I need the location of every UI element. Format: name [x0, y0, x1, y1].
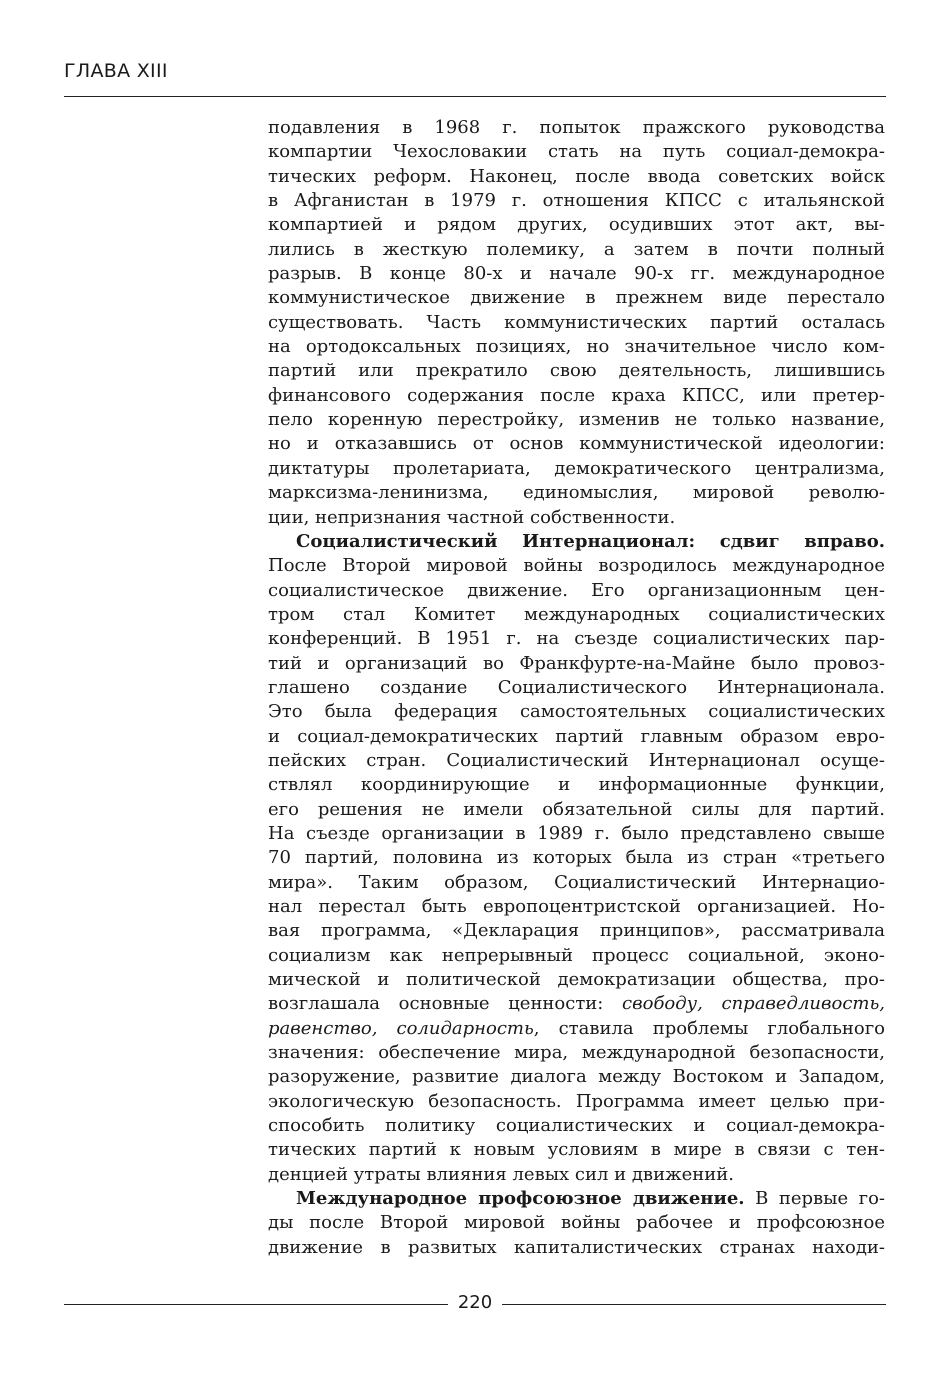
text-line: значения: обеспечение мира, международной безопасности,	[268, 1042, 885, 1064]
text-line: партий или прекратило свою деятельность, лишившись	[268, 360, 885, 382]
paragraph-3	[268, 1187, 885, 1260]
section-heading-socialist-international: Социалистический Интернационал: сдвиг вправо.	[296, 530, 885, 552]
text-line-heading-3	[268, 1187, 885, 1211]
text-line: на ортодоксальных позициях, но значительное число ком-	[268, 336, 885, 358]
text-line: компартии Чехословакии стать на путь социал-демокра-	[268, 141, 885, 163]
text-line: На съезде организации в 1989 г. было представлено свыше	[268, 822, 885, 844]
text-line: тических партий к новым условиям в мире в связи с тен-	[268, 1139, 885, 1161]
text-line: существовать. Часть коммунистических партий осталась	[268, 311, 885, 333]
section-heading-trade-union: Международное профсоюзное движение.	[296, 1188, 745, 1210]
text-line-values	[268, 992, 885, 1016]
footer-rule-right	[502, 1304, 886, 1305]
values-prefix: возглашала основные ценности:	[268, 993, 623, 1015]
page-number: 220	[457, 1292, 493, 1313]
text-line: тических реформ. Наконец, после ввода советских войск	[268, 165, 885, 187]
text-line: социалистическое движение. Его организационным цен-	[268, 579, 885, 601]
text-line: диктатуры пролетариата, демократического централизма,	[268, 457, 885, 479]
text-line: мира». Таким образом, Социалистический Интернацио-	[268, 871, 885, 893]
text-line: экологическую безопасность. Программа имеет целью при-	[268, 1090, 885, 1112]
body-text	[268, 116, 885, 1260]
text-line-values-2	[268, 1017, 885, 1041]
text-line: конференций. В 1951 г. на съезде социалистических пар-	[268, 628, 885, 650]
page-footer	[64, 1292, 886, 1316]
text-line: но и отказавшись от основ коммунистической идеологии:	[268, 433, 885, 455]
text-line: в Афганистан в 1979 г. отношения КПСС с итальянской	[268, 190, 885, 212]
text-line: компартией и рядом других, осудивших этот акт, вы-	[268, 214, 885, 236]
text-line: разоружение, развитие диалога между Востоком и Западом,	[268, 1066, 885, 1088]
heading-3-rest: В первые го-	[744, 1188, 886, 1210]
text-line: глашено создание Социалистического Интернационала.	[268, 676, 885, 698]
text-line: тром стал Комитет международных социалистических	[268, 603, 885, 625]
text-line: ствлял координирующие и информационные функции,	[268, 774, 885, 796]
text-line: способить политику социалистических и социал-демокра-	[268, 1115, 885, 1137]
text-line: ды после Второй мировой войны рабочее и профсоюзное	[268, 1212, 885, 1234]
text-line: 70 партий, половина из которых была из стран «третьего	[268, 847, 885, 869]
paragraph-2	[268, 530, 885, 1187]
text-line: финансового содержания после краха КПСС, или претер-	[268, 384, 885, 406]
text-line: денцией утраты влияния левых сил и движений.	[268, 1163, 734, 1185]
footer-rule-left	[64, 1304, 448, 1305]
text-line: марксизма-ленинизма, единомыслия, мировой револю-	[268, 482, 885, 504]
text-line: После Второй мировой войны возродилось международное	[268, 555, 885, 577]
text-line: пело коренную перестройку, изменив не только название,	[268, 409, 885, 431]
values-italic: свободу, справедливость,	[622, 993, 886, 1015]
values-italic-2: равенство, солидарность	[268, 1017, 534, 1039]
values-rest: , ставила проблемы глобального	[533, 1017, 886, 1039]
text-line: нал перестал быть европоцентристской организацией. Но-	[268, 896, 885, 917]
text-line: Это была федерация самостоятельных социалистических	[268, 701, 885, 723]
text-line: коммунистическое движение в прежнем виде перестало	[268, 287, 885, 309]
paragraph-1	[268, 116, 885, 530]
text-line: пейских стран. Социалистический Интернационал осуще-	[268, 749, 885, 771]
text-line: вая программа, «Декларация принципов», рассматривала	[268, 920, 885, 942]
text-line: подавления в 1968 г. попыток пражского руководства	[268, 117, 885, 138]
text-line: его решения не имели обязательной силы для партий.	[268, 798, 885, 820]
text-line: социализм как непрерывный процесс социальной, эконо-	[268, 944, 885, 966]
text-line: лились в жесткую полемику, а затем в почти полный	[268, 238, 885, 260]
header-rule	[64, 96, 886, 97]
text-line: тий и организаций во Франкфурте-на-Майне было провоз-	[268, 652, 885, 674]
chapter-header: ГЛАВА XIII	[64, 60, 168, 82]
text-line: мической и политической демократизации общества, про-	[268, 969, 885, 991]
text-line: разрыв. В конце 80-х и начале 90-х гг. международное	[268, 263, 885, 285]
text-line: ции, непризнания частной собственности.	[268, 506, 676, 528]
text-line: движение в развитых капиталистических странах находи-	[268, 1236, 885, 1258]
text-line: и социал-демократических партий главным образом евро-	[268, 725, 885, 747]
